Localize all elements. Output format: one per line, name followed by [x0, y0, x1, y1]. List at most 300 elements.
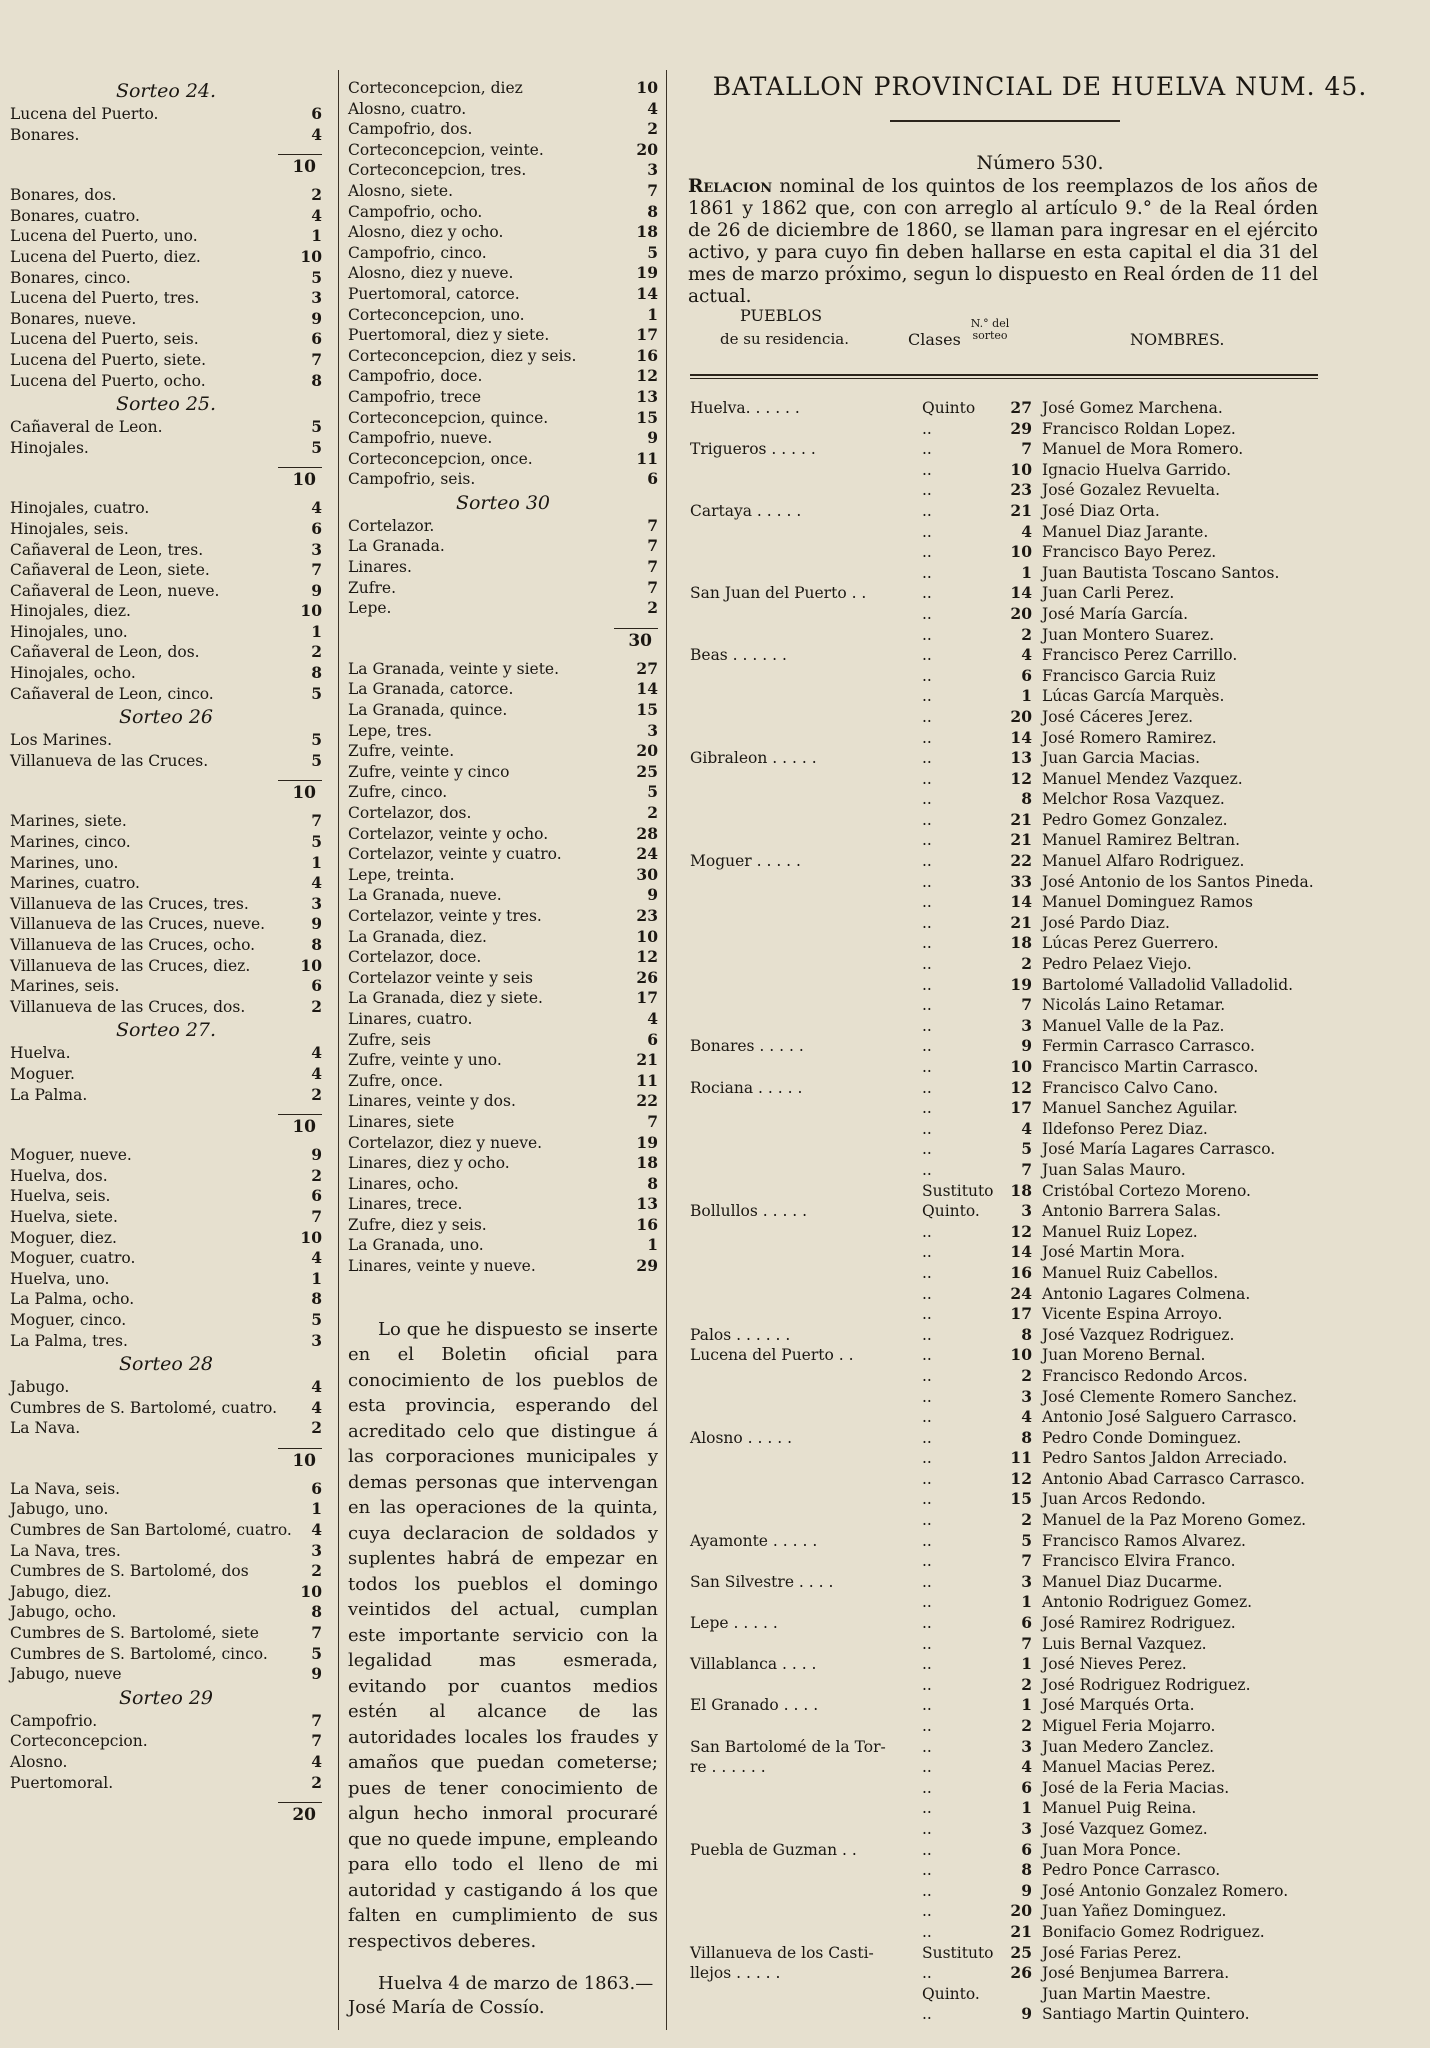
list-entry: [10, 642, 322, 663]
sorteo-number-cell: 16: [1010, 1262, 1032, 1282]
nombre-cell: Juan Medero Zanclez.: [1042, 1737, 1215, 1756]
entry-label: Cumbres de S. Bartolomé, cuatro.: [10, 1398, 278, 1417]
sorteo-number-cell: 18: [1010, 933, 1032, 953]
sorteo-number-cell: 8: [1021, 1427, 1032, 1447]
sorteo-number-cell: 9: [1021, 2004, 1032, 2024]
entry-number: 1: [647, 1235, 658, 1255]
sorteo-title: Sorteo 29: [118, 1686, 214, 1709]
list-entry: [348, 1009, 658, 1030]
clase-cell: ..: [922, 790, 932, 809]
clase-cell: ..: [922, 852, 932, 871]
nombre-cell: Bonifacio Gomez Rodriguez.: [1042, 1922, 1265, 1941]
entry-number: 4: [311, 124, 322, 144]
sorteo-number-cell: 14: [1010, 1242, 1032, 1262]
table-row: [690, 1798, 1330, 1819]
sorteo-number-cell: 2: [1021, 1510, 1032, 1530]
entry-label: Zufre, cinco.: [348, 783, 448, 802]
sorteo-number-cell: 2: [1021, 954, 1032, 974]
list-entry: [348, 202, 658, 223]
list-entry: [10, 1269, 322, 1290]
entry-number: 4: [311, 1248, 322, 1268]
sorteo-number-cell: 4: [1021, 1118, 1032, 1138]
clase-cell: ..: [922, 1922, 932, 1941]
entry-label: Cañaveral de Leon, dos.: [10, 643, 200, 662]
pueblo-cell: Lucena del Puerto . .: [690, 1346, 854, 1365]
list-entry: [10, 997, 322, 1018]
sorteo-number-cell: 14: [1010, 727, 1032, 747]
entry-number: 9: [311, 1145, 322, 1165]
clase-cell: ..: [922, 1902, 932, 1921]
clase-cell: ..: [922, 625, 932, 644]
entry-number: 5: [311, 683, 322, 703]
nombre-cell: Pedro Santos Jaldon Arreciado.: [1042, 1449, 1288, 1468]
entry-label: Cumbres de San Bartolomé, cuatro.: [10, 1521, 292, 1540]
entry-label: Lepe.: [348, 599, 392, 618]
table-row: [690, 1366, 1330, 1387]
pueblo-cell: El Granado . . . .: [690, 1696, 819, 1715]
entry-label: Cañaveral de Leon.: [10, 418, 163, 437]
sorteo-number-cell: 10: [1010, 1345, 1032, 1365]
nombre-cell: José Diaz Orta.: [1042, 501, 1160, 520]
nombre-cell: Juan Montero Suarez.: [1042, 625, 1215, 644]
sorteo-number-cell: 11: [1010, 1448, 1032, 1468]
entry-label: Puertomoral.: [10, 1773, 114, 1792]
sorteo-number-cell: 15: [1010, 1489, 1032, 1509]
entry-label: La Palma, tres.: [10, 1331, 128, 1350]
entry-number: 8: [311, 935, 322, 954]
list-entry: [348, 469, 658, 490]
sorteo-number-cell: 1: [1021, 1798, 1032, 1818]
entry-label: Lucena del Puerto, seis.: [10, 330, 199, 349]
list-entry: [348, 700, 658, 721]
relacion-text: nominal de los quintos de los reemplazos de los años de 1861 y 1862 que, con con arreglo al artículo 9.° de la Real órden de 26 de diciembre de 1860, se llaman para ingresar en el ejército activo, y para cuyo fin deben hallarse en esta capital el dia 31 del mes de marzo próximo, segun lo dispuesto en Real órden de 11 del actual.: [688, 176, 1318, 307]
entry-number: 14: [636, 283, 658, 303]
clase-cell: Sustituto: [922, 1943, 994, 1962]
clase-cell: ..: [922, 1449, 932, 1468]
sorteo-number-cell: 9: [1021, 1880, 1032, 1900]
clase-cell: ..: [922, 687, 932, 706]
clase-cell: ..: [922, 1037, 932, 1056]
list-entry: [10, 206, 322, 227]
entry-label: Huelva, uno.: [10, 1269, 110, 1288]
nombre-cell: Manuel Valle de la Paz.: [1042, 1016, 1225, 1035]
nombre-cell: Vicente Espina Arroyo.: [1042, 1305, 1223, 1324]
list-entry: [348, 824, 658, 845]
sorteo-number-cell: 7: [1021, 1633, 1032, 1653]
table-row: [690, 1407, 1330, 1428]
entry-number: 25: [636, 761, 658, 781]
entry-label: Zufre.: [348, 578, 396, 597]
spacer: [348, 651, 658, 659]
list-entry: [10, 1520, 322, 1541]
sorteo-number-cell: 20: [1010, 603, 1032, 623]
entry-number: 12: [636, 366, 658, 386]
entry-label: Campofrio, nueve.: [348, 429, 493, 448]
entry-number: 5: [311, 1643, 322, 1663]
list-entry: [348, 557, 658, 578]
clase-cell: ..: [922, 1778, 932, 1797]
decree-paragraph: Lo que he dispuesto se inserte en el Boletin oficial para conocimiento de los pueblos de esta provincia, esperando del acreditado celo que distingue á las corporaciones municipales y demas personas que intervengan en las operaciones de la quinta, cuya declaracion de soldados y suplentes habrá de empezar en todos los pueblos el domingo veintidos del actual, cumplan este importante servicio con la legalidad mas esmerada, evitando por cuantos medios estén al alcance de las autoridades locales los fraudes y amaños que puedan cometerse; pues de tener conocimiento de algun hecho inmoral procuraré que no quede impune, empleando para ello todo el lleno de mi autoridad y castigando á los que falten en cumplimiento de sus respectivos deberes.: [348, 1318, 658, 1952]
list-entry: [10, 684, 322, 705]
entry-number: 27: [636, 658, 658, 678]
list-entry: [348, 346, 658, 367]
pueblo-cell: Lepe . . . . .: [690, 1614, 778, 1633]
list-entry: [348, 408, 658, 429]
entry-number: 7: [647, 515, 658, 535]
clase-cell: ..: [922, 1160, 932, 1179]
entry-number: 2: [311, 642, 322, 662]
nombre-cell: José Antonio de los Santos Pineda.: [1042, 872, 1314, 891]
entry-number: 9: [647, 885, 658, 905]
table-row: [690, 995, 1330, 1016]
table-row: [690, 1860, 1330, 1881]
sorteo-number-cell: 12: [1010, 1077, 1032, 1097]
sorteo-total: [348, 619, 658, 651]
nombre-cell: José Clemente Romero Sanchez.: [1042, 1387, 1298, 1406]
clase-cell: Quinto.: [922, 1984, 980, 2003]
entry-number: 2: [311, 1772, 322, 1792]
entry-label: Cumbres de S. Bartolomé, siete: [10, 1624, 259, 1643]
list-entry: [10, 914, 322, 935]
list-entry: [348, 536, 658, 557]
table-row: [690, 748, 1330, 769]
list-entry: [348, 140, 658, 161]
nombre-cell: Manuel Ruiz Lopez.: [1042, 1222, 1198, 1241]
list-entry: [10, 1377, 322, 1398]
table-row: [690, 1654, 1330, 1675]
spacer: [10, 1471, 322, 1479]
entry-label: Moguer, diez.: [10, 1228, 117, 1247]
list-entry: [10, 560, 322, 581]
sorteo-number-cell: 4: [1021, 521, 1032, 541]
entry-label: La Granada, diez.: [348, 927, 487, 946]
list-entry: [348, 679, 658, 700]
battalion-header: BATALLON PROVINCIAL DE HUELVA NUM. 45.: [712, 72, 1368, 101]
entry-label: Linares, veinte y dos.: [348, 1092, 516, 1111]
list-entry: [10, 1064, 322, 1085]
list-entry: [10, 125, 322, 146]
entry-label: Lucena del Puerto, diez.: [10, 247, 201, 266]
entry-number: 3: [311, 1540, 322, 1560]
clase-cell: ..: [922, 440, 932, 459]
entry-number: 16: [636, 1214, 658, 1234]
entry-label: Zufre, seis: [348, 1030, 431, 1049]
nombre-cell: Cristóbal Cortezo Moreno.: [1042, 1181, 1251, 1200]
table-row: [690, 522, 1330, 543]
entry-label: Jabugo.: [10, 1378, 70, 1397]
entry-number: 3: [311, 893, 322, 913]
sorteo-number-cell: 22: [1010, 851, 1032, 871]
entry-number: 3: [647, 160, 658, 180]
table-row: [690, 1963, 1330, 1984]
list-entry: [348, 865, 658, 886]
entry-label: La Nava, seis.: [10, 1479, 121, 1498]
sorteo-number-cell: 1: [1021, 1695, 1032, 1715]
sorteo-number-cell: 6: [1021, 1613, 1032, 1633]
nombre-cell: Juan Bautista Toscano Santos.: [1042, 563, 1280, 582]
clase-cell: ..: [922, 2005, 932, 2024]
entry-number: 5: [311, 267, 322, 287]
entry-label: Marines, cinco.: [10, 833, 131, 852]
list-entry: [10, 309, 322, 330]
nombre-cell: Manuel Alfaro Rodriguez.: [1042, 852, 1245, 871]
entry-number: 4: [311, 1397, 322, 1417]
table-row: [690, 1819, 1330, 1840]
sorteo-number-cell: 13: [1010, 748, 1032, 768]
list-entry: [348, 325, 658, 346]
total-value: 30: [614, 628, 658, 651]
table-row: [690, 1345, 1330, 1366]
numero-title: Número 530.: [976, 152, 1104, 174]
table-row: [690, 1222, 1330, 1243]
entry-label: Campofrio, doce.: [348, 367, 483, 386]
nombre-cell: Pedro Ponce Carrasco.: [1042, 1861, 1221, 1880]
list-entry: [348, 844, 658, 865]
clase-cell: ..: [922, 1758, 932, 1777]
sorteo-number-cell: 10: [1010, 542, 1032, 562]
clase-cell: ..: [922, 1366, 932, 1385]
nombre-cell: Manuel Sanchez Aguilar.: [1042, 1099, 1238, 1118]
list-entry: [10, 853, 322, 874]
table-row: [690, 954, 1330, 975]
table-row: [690, 1284, 1330, 1305]
entry-number: 1: [311, 226, 322, 246]
nombre-cell: José Vazquez Gomez.: [1042, 1819, 1208, 1838]
th-clases: Clases: [908, 330, 961, 349]
list-entry: [10, 438, 322, 459]
entry-number: 5: [311, 730, 322, 750]
entry-label: Villanueva de las Cruces, diez.: [10, 956, 251, 975]
entry-label: Corteconcepcion, uno.: [348, 305, 525, 324]
nombre-cell: Francisco Garcia Ruiz: [1042, 666, 1216, 685]
entry-number: 1: [311, 852, 322, 872]
list-entry: [10, 1773, 322, 1794]
clase-cell: ..: [922, 563, 932, 582]
list-entry: [10, 1623, 322, 1644]
spacer: [10, 490, 322, 498]
entry-label: Linares, cuatro.: [348, 1009, 473, 1028]
entry-label: Campofrio.: [10, 1711, 98, 1730]
quintos-table: [690, 398, 1330, 2025]
entry-label: Linares, siete: [348, 1112, 455, 1131]
entry-number: 18: [636, 1153, 658, 1173]
entry-label: Zufre, veinte.: [348, 742, 455, 761]
clase-cell: ..: [922, 996, 932, 1015]
entry-label: Corteconcepcion, once.: [348, 449, 533, 468]
table-header-rule-2: [690, 378, 1318, 379]
table-row: [690, 851, 1330, 872]
list-entry: [10, 1711, 322, 1732]
clase-cell: ..: [922, 419, 932, 438]
entry-number: 4: [311, 1063, 322, 1083]
entry-label: Cortelazor, veinte y ocho.: [348, 824, 549, 843]
nombre-cell: Antonio José Salguero Carrasco.: [1042, 1408, 1297, 1427]
entry-number: 2: [311, 1084, 322, 1104]
clase-cell: ..: [922, 955, 932, 974]
entry-label: La Nava, tres.: [10, 1541, 121, 1560]
list-entry: [348, 906, 658, 927]
nombre-cell: Ildefonso Perez Diaz.: [1042, 1119, 1208, 1138]
entry-number: 4: [647, 1008, 658, 1028]
entry-label: Campofrio, trece: [348, 387, 482, 406]
clase-cell: ..: [922, 522, 932, 541]
table-row: [690, 1881, 1330, 1902]
clase-cell: ..: [922, 666, 932, 685]
total-value: 20: [278, 1802, 322, 1825]
sorteo-number-cell: 21: [1010, 912, 1032, 932]
clase-cell: ..: [922, 1634, 932, 1653]
total-value: 10: [278, 1114, 322, 1137]
pueblo-cell: Villablanca . . . .: [690, 1655, 817, 1674]
nombre-cell: Nicolás Laino Retamar.: [1042, 996, 1226, 1015]
entry-label: Zufre, veinte y uno.: [348, 1051, 502, 1070]
list-entry: [348, 1071, 658, 1092]
list-entry: [348, 782, 658, 803]
sorteo-number-cell: 3: [1021, 1386, 1032, 1406]
sorteo-number-cell: 14: [1010, 892, 1032, 912]
decree-signature: Huelva 4 de marzo de 1863.— José María de Cossío.: [348, 1973, 654, 2019]
clase-cell: ..: [922, 1263, 932, 1282]
list-entry: [348, 927, 658, 948]
table-row: [690, 1489, 1330, 1510]
sorteo-number-cell: 12: [1010, 1221, 1032, 1241]
entry-number: 6: [311, 976, 322, 996]
entry-label: Lucena del Puerto, tres.: [10, 289, 200, 308]
nombre-cell: Juan Garcia Macias.: [1042, 749, 1201, 768]
table-row: [690, 1469, 1330, 1490]
entry-number: 1: [311, 1268, 322, 1288]
list-entry: [348, 721, 658, 742]
list-entry: [348, 598, 658, 619]
list-entry: [348, 1133, 658, 1154]
nombre-cell: Manuel Dominguez Ramos: [1042, 893, 1253, 912]
entry-number: 30: [636, 864, 658, 884]
nombre-cell: José Vazquez Rodriguez.: [1042, 1325, 1235, 1344]
entry-label: Corteconcepcion, diez: [348, 79, 523, 97]
list-entry: [10, 1561, 322, 1582]
entry-label: Lucena del Puerto, ocho.: [10, 371, 206, 390]
clase-cell: ..: [922, 501, 932, 520]
clase-cell: ..: [922, 481, 932, 500]
nombre-cell: Francisco Calvo Cano.: [1042, 1078, 1219, 1097]
list-entry: [348, 1112, 658, 1133]
table-row: [690, 1325, 1330, 1346]
nombre-cell: Miguel Feria Mojarro.: [1042, 1717, 1216, 1735]
clase-cell: ..: [922, 1531, 932, 1550]
sorteo-number-cell: 29: [1010, 418, 1032, 438]
entry-number: 7: [647, 557, 658, 577]
entry-number: 4: [311, 1752, 322, 1771]
nombre-cell: José Antonio Gonzalez Romero.: [1042, 1881, 1289, 1900]
entry-number: 8: [311, 1602, 322, 1622]
pueblo-cell: Huelva. . . . . .: [690, 399, 800, 417]
entry-number: 7: [311, 1710, 322, 1730]
clase-cell: ..: [922, 1675, 932, 1694]
sorteo-title: Sorteo 26: [118, 706, 214, 729]
entry-label: Cortelazor, diez y nueve.: [348, 1133, 543, 1152]
clase-cell: ..: [922, 1861, 932, 1880]
nombre-cell: Antonio Abad Carrasco Carrasco.: [1042, 1469, 1305, 1488]
clase-cell: ..: [922, 1346, 932, 1365]
list-entry: [10, 873, 322, 894]
nombre-cell: Juan Salas Mauro.: [1042, 1160, 1186, 1179]
entry-label: Corteconcepcion.: [10, 1732, 148, 1751]
clase-cell: ..: [922, 1243, 932, 1262]
total-value: 10: [278, 154, 322, 177]
nombre-cell: Francisco Roldan Lopez.: [1042, 419, 1236, 438]
entry-label: Bonares, dos.: [10, 186, 117, 205]
list-entry: [10, 540, 322, 561]
table-row: [690, 1634, 1330, 1655]
clase-cell: ..: [922, 1717, 932, 1735]
entry-number: 19: [636, 263, 658, 283]
entry-number: 10: [300, 1227, 322, 1247]
list-entry: [348, 1215, 658, 1236]
table-row: [690, 666, 1330, 687]
clase-cell: ..: [922, 1655, 932, 1674]
table-row: [690, 872, 1330, 893]
entry-number: 8: [311, 370, 322, 390]
entry-label: Linares, diez y ocho.: [348, 1154, 510, 1173]
list-entry: [10, 247, 322, 268]
clase-cell: ..: [922, 1016, 932, 1035]
list-entry: [10, 894, 322, 915]
list-entry: [10, 1731, 322, 1752]
list-entry: [10, 226, 322, 247]
entry-number: 6: [647, 1029, 658, 1049]
list-entry: [348, 578, 658, 599]
entry-label: Lepe, tres.: [348, 721, 433, 740]
sorteo-number-cell: 2: [1021, 624, 1032, 644]
entry-number: 4: [311, 873, 322, 893]
nombre-cell: José María García.: [1042, 604, 1189, 623]
table-row: [690, 645, 1330, 666]
table-row: [690, 1098, 1330, 1119]
entry-label: Bonares.: [10, 125, 80, 144]
table-row: [690, 1984, 1330, 2005]
table-row: [690, 1901, 1330, 1922]
list-entry: [10, 1418, 322, 1439]
entry-number: 7: [647, 536, 658, 556]
entry-number: 22: [636, 1091, 658, 1111]
sorteo-number-cell: 14: [1010, 583, 1032, 603]
pueblo-cell: Cartaya . . . . .: [690, 501, 802, 520]
clase-cell: ..: [922, 934, 932, 953]
list-entry: [10, 1541, 322, 1562]
table-row: [690, 892, 1330, 913]
entry-label: Linares, veinte y nueve.: [348, 1257, 536, 1276]
list-entry: [10, 1043, 322, 1064]
table-row: [690, 1551, 1330, 1572]
nombre-cell: Juan Arcos Redondo.: [1042, 1490, 1206, 1509]
sorteo-number-cell: 5: [1021, 1530, 1032, 1550]
nombre-cell: Manuel de Mora Romero.: [1042, 440, 1244, 459]
entry-number: 2: [311, 996, 322, 1016]
clase-cell: ..: [922, 1119, 932, 1138]
sorteo-number-cell: 5: [1021, 1139, 1032, 1159]
pueblo-cell: San Silvestre . . . .: [690, 1572, 834, 1591]
column-rule-1: [338, 70, 339, 2030]
sorteo-number-cell: 20: [1010, 706, 1032, 726]
entry-label: Zufre, diez y seis.: [348, 1215, 487, 1234]
entry-number: 7: [311, 560, 322, 580]
entry-number: 5: [311, 832, 322, 852]
nombre-cell: José Rodriguez Rodriguez.: [1042, 1675, 1251, 1694]
entry-label: Villanueva de las Cruces, nueve.: [10, 915, 266, 934]
clase-cell: ..: [922, 872, 932, 891]
list-entry: [348, 387, 658, 408]
nombre-cell: José Cáceres Jerez.: [1042, 707, 1194, 726]
